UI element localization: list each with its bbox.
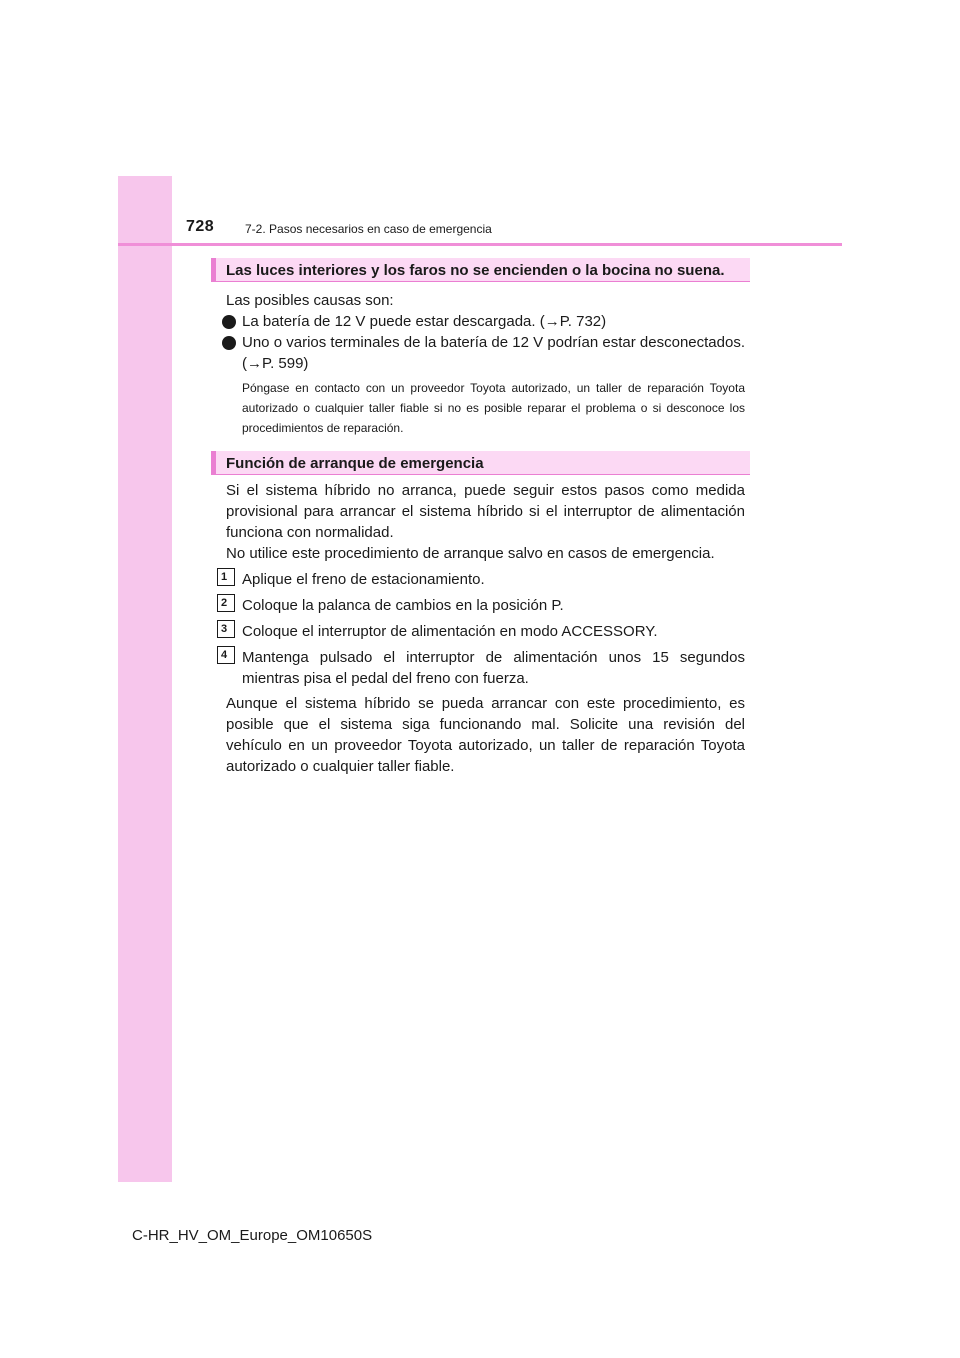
header-rule — [118, 243, 842, 246]
causes-intro: Las posibles causas son: — [226, 292, 394, 309]
bullet-icon — [222, 336, 236, 350]
bullet-item-terminals: Uno o varios terminales de la batería de 12 V podrían estar desconectados. (→P. 599) — [242, 334, 745, 372]
closing-paragraph: Aunque el sistema híbrido se pueda arrancar con este procedimiento, es posible que el sistema siga funcionando mal. Solicite una revisión del vehículo en un proveedor Toyota autorizado, un taller de reparación Toyota autorizado o cualquier taller fiable. — [226, 695, 745, 775]
step-text-2: Coloque la palanca de cambios en la posición P. — [242, 597, 564, 614]
emergency-intro-paragraph: Si el sistema híbrido no arranca, puede seguir estos pasos como medida provisional para arrancar el sistema híbrido si el interruptor de alimentación funciona con normalidad. — [226, 482, 745, 541]
section-heading-text: Función de arranque de emergencia — [226, 455, 484, 472]
step-number-3: 3 — [217, 620, 235, 638]
section-heading-text: Las luces interiores y los faros no se encienden o la bocina no suena. — [226, 262, 725, 279]
step-text-1: Aplique el freno de estacionamiento. — [242, 571, 485, 588]
document-code-footer: C-HR_HV_OM_Europe_OM10650S — [132, 1227, 373, 1244]
step-number-2: 2 — [217, 594, 235, 612]
page-number: 728 — [186, 218, 215, 235]
step-text-4: Mantenga pulsado el interruptor de alimentación unos 15 segundos mientras pisa el pedal del freno con fuerza. — [242, 649, 745, 687]
section-heading-lights — [211, 258, 750, 282]
emergency-warning-paragraph: No utilice este procedimiento de arranque salvo en casos de emergencia. — [226, 545, 715, 562]
step-text-3: Coloque el interruptor de alimentación en modo ACCESSORY. — [242, 623, 658, 640]
side-band — [118, 176, 172, 1182]
bullet-icon — [222, 315, 236, 329]
step-number-4: 4 — [217, 646, 235, 664]
chapter-title: 7-2. Pasos necesarios en caso de emergencia — [245, 222, 492, 236]
bullet-item-battery: La batería de 12 V puede estar descargada. (→P. 732) — [242, 313, 607, 330]
contact-note: Póngase en contacto con un proveedor Toyota autorizado, un taller de reparación Toyota autorizado o cualquier taller fiable si no es posible reparar el problema o si desconoce los procedimientos de reparación. — [242, 381, 745, 435]
step-number-1: 1 — [217, 568, 235, 586]
section-heading-emergency-start — [211, 451, 750, 475]
